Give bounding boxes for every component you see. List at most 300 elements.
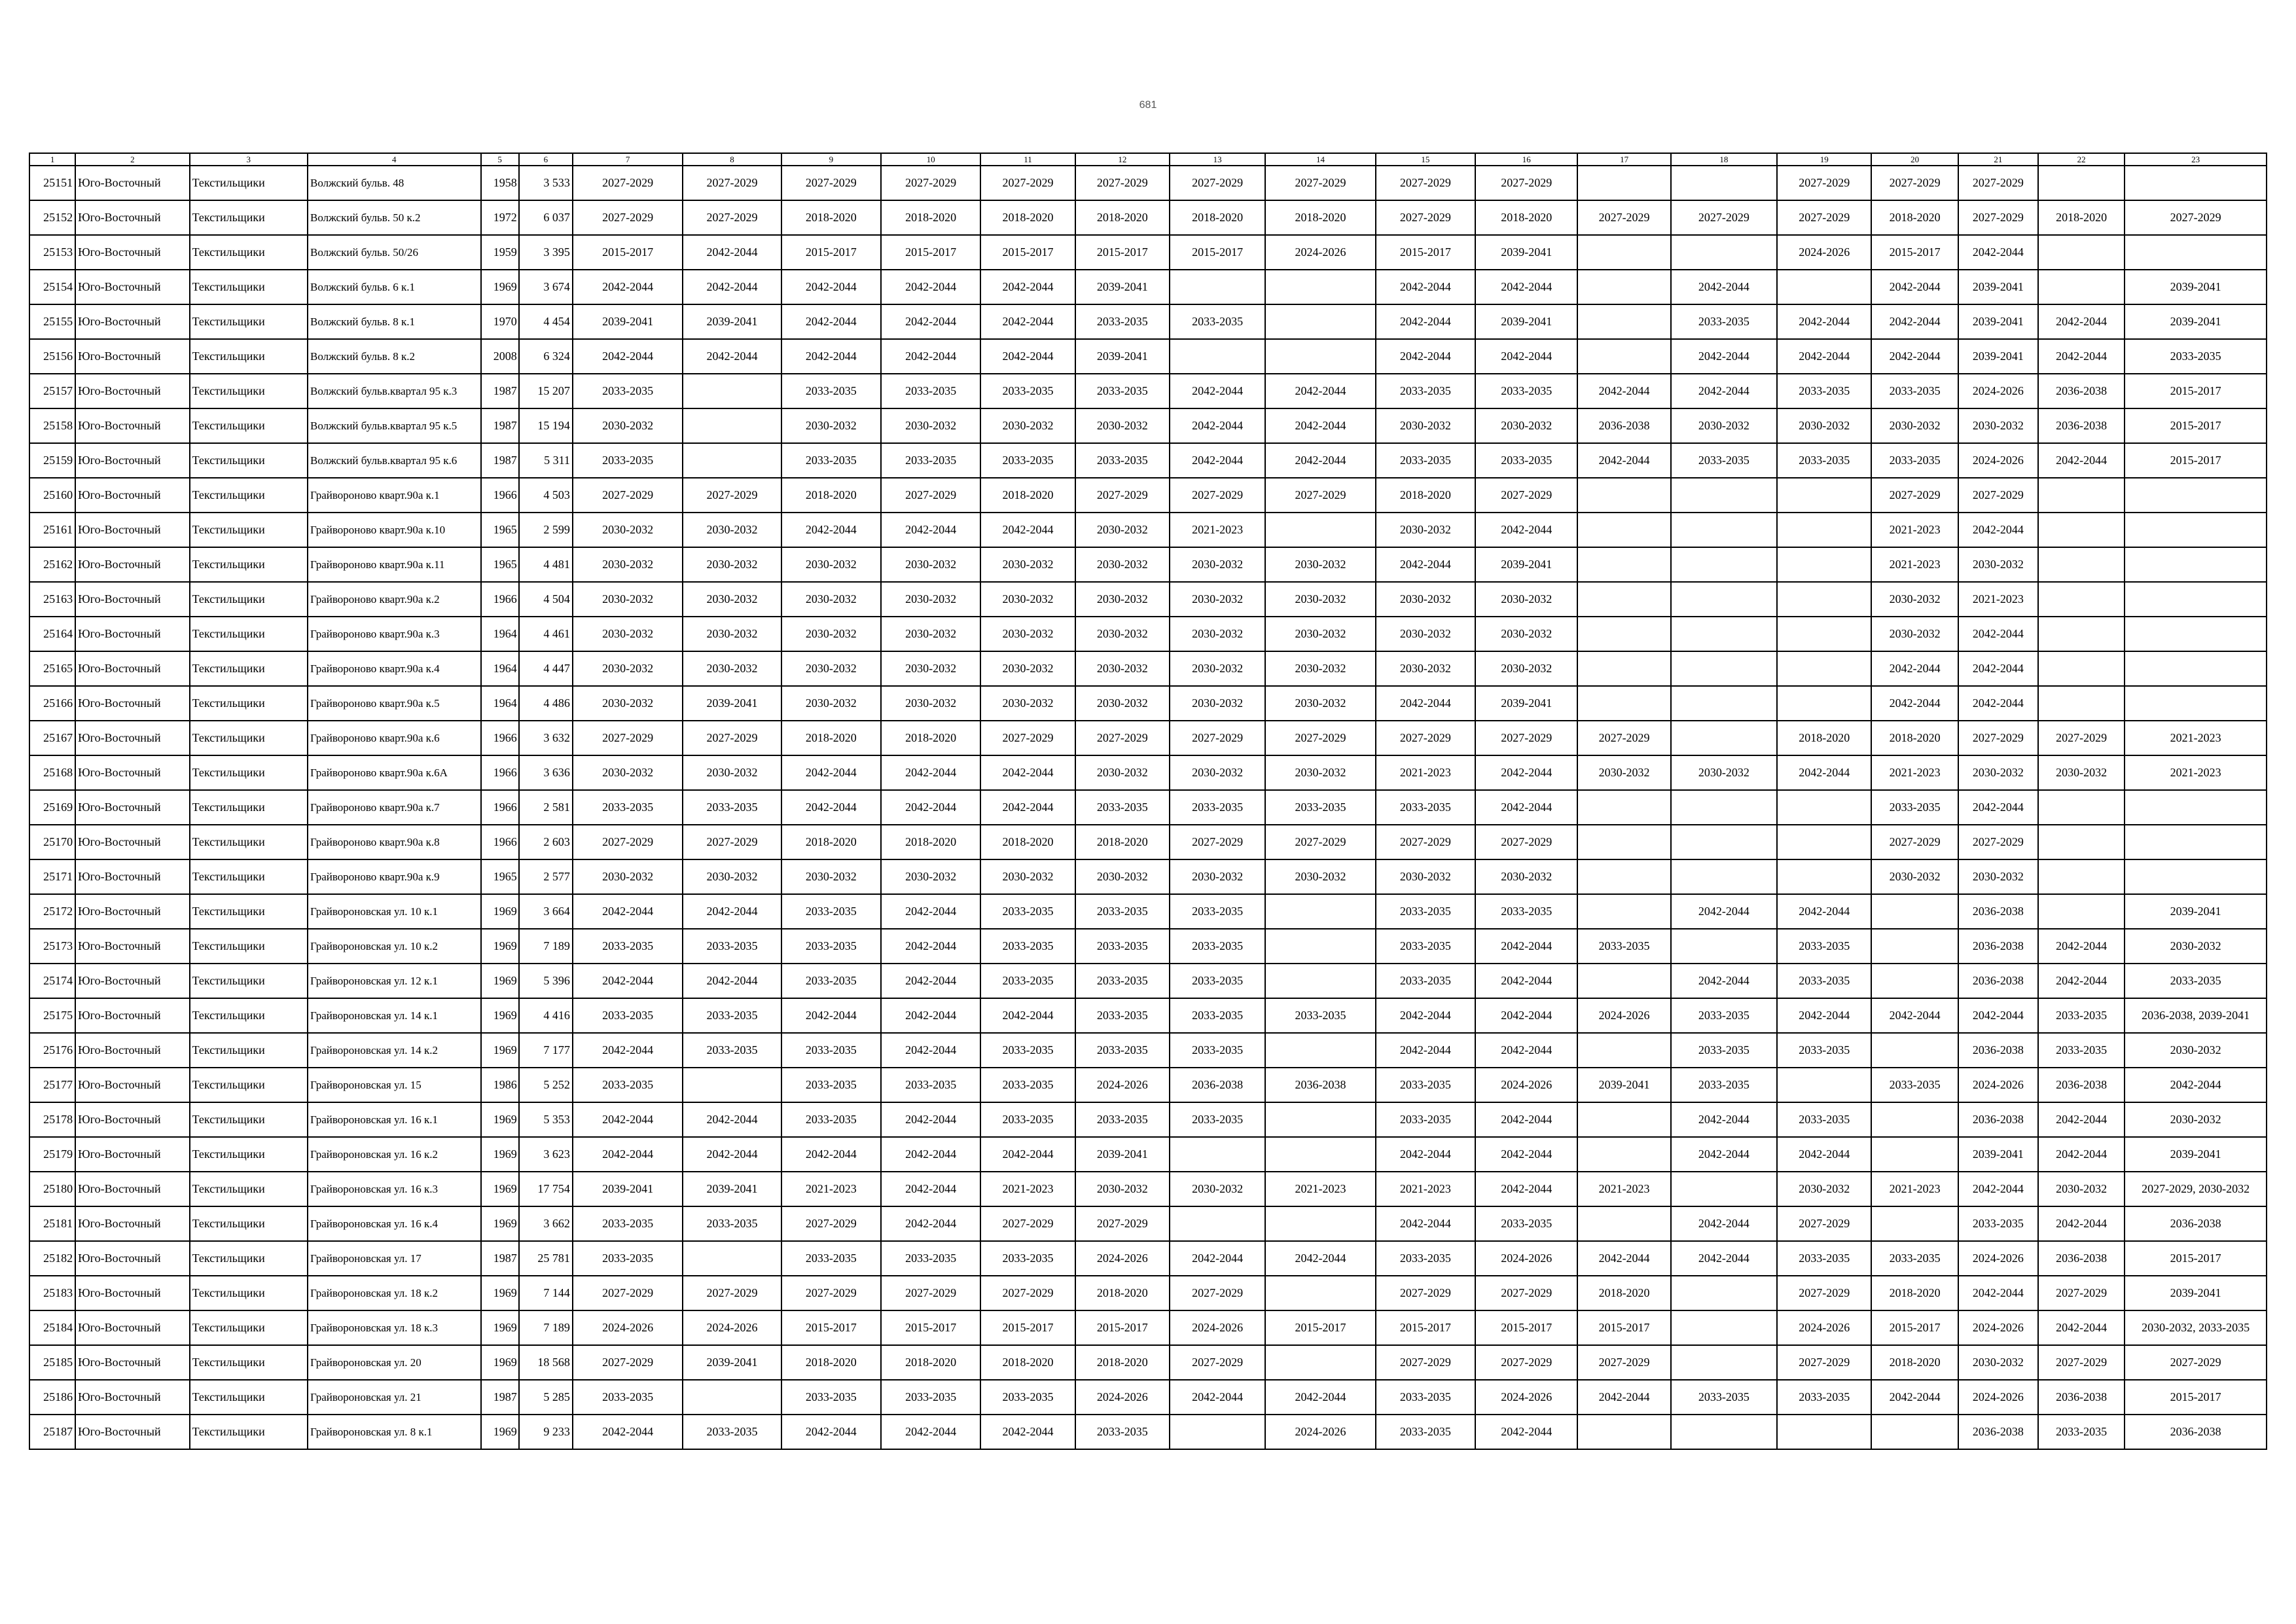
- period-cell: 2027-2029: [1170, 478, 1265, 513]
- period-cell: [2125, 825, 2267, 859]
- period-cell: 2027-2029: [1075, 1206, 1170, 1241]
- period-cell: [1671, 651, 1777, 686]
- period-cell: 2042-2044: [980, 755, 1075, 790]
- period-cell: 2030-2032: [1475, 617, 1577, 651]
- area-cell: Текстильщики: [190, 617, 308, 651]
- period-cell: 2036-2038: [2038, 374, 2125, 408]
- district-cell: Юго-Восточный: [75, 998, 189, 1033]
- area-cell: Текстильщики: [190, 825, 308, 859]
- period-cell: 2015-2017: [2125, 443, 2267, 478]
- period-cell: 2042-2044: [573, 270, 683, 304]
- period-cell: 2027-2029: [573, 1276, 683, 1310]
- period-cell: [1265, 894, 1375, 929]
- period-cell: 2042-2044: [1777, 1137, 1871, 1172]
- period-cell: 2027-2029: [1475, 721, 1577, 755]
- area-cell: Текстильщики: [190, 443, 308, 478]
- period-cell: 2027-2029: [1170, 825, 1265, 859]
- district-cell: Юго-Восточный: [75, 894, 189, 929]
- period-cell: [1777, 582, 1871, 617]
- floor-area-cell: 5 311: [519, 443, 573, 478]
- period-cell: 2033-2035: [683, 1033, 781, 1068]
- period-cell: 2018-2020: [1871, 721, 1958, 755]
- period-cell: 2033-2035: [1170, 998, 1265, 1033]
- period-cell: 2015-2017: [881, 235, 980, 270]
- address-cell: Грайвороновская ул. 8 к.1: [308, 1415, 481, 1449]
- year-cell: 1986: [481, 1068, 519, 1102]
- period-cell: 2021-2023: [980, 1172, 1075, 1206]
- floor-area-cell: 3 636: [519, 755, 573, 790]
- table-row: [29, 651, 2267, 686]
- period-cell: [1577, 513, 1670, 547]
- row-id-cell: 25160: [29, 478, 75, 513]
- column-header: 21: [1958, 153, 2038, 166]
- period-cell: 2033-2035: [1777, 1241, 1871, 1276]
- period-cell: 2042-2044: [980, 998, 1075, 1033]
- period-cell: [683, 443, 781, 478]
- row-id-cell: 25182: [29, 1241, 75, 1276]
- period-cell: 2033-2035: [781, 443, 881, 478]
- period-cell: 2042-2044: [2038, 929, 2125, 964]
- row-id-cell: 25184: [29, 1310, 75, 1345]
- period-cell: 2042-2044: [881, 304, 980, 339]
- period-cell: 2030-2032: [573, 408, 683, 443]
- period-cell: [1777, 825, 1871, 859]
- table-row: [29, 1345, 2267, 1380]
- period-cell: 2039-2041: [1577, 1068, 1670, 1102]
- area-cell: Текстильщики: [190, 721, 308, 755]
- period-cell: 2030-2032: [881, 408, 980, 443]
- period-cell: 2027-2029: [2038, 1276, 2125, 1310]
- area-cell: Текстильщики: [190, 790, 308, 825]
- period-cell: 2036-2038: [2038, 1380, 2125, 1415]
- period-cell: 2039-2041: [2125, 1276, 2267, 1310]
- period-cell: [1265, 304, 1375, 339]
- period-cell: 2042-2044: [1577, 374, 1670, 408]
- period-cell: 2027-2029: [1376, 200, 1475, 235]
- address-cell: Грайвороново кварт.90а к.6: [308, 721, 481, 755]
- period-cell: 2030-2032: [1265, 686, 1375, 721]
- district-cell: Юго-Восточный: [75, 790, 189, 825]
- period-cell: 2027-2029: [683, 478, 781, 513]
- floor-area-cell: 15 207: [519, 374, 573, 408]
- period-cell: 2018-2020: [1170, 200, 1265, 235]
- period-cell: 2039-2041: [1075, 339, 1170, 374]
- table-row: [29, 166, 2267, 200]
- period-cell: [1871, 964, 1958, 998]
- period-cell: 2030-2032: [2038, 1172, 2125, 1206]
- period-cell: [1170, 339, 1265, 374]
- period-cell: [2125, 582, 2267, 617]
- period-cell: 2027-2029: [573, 721, 683, 755]
- period-cell: 2042-2044: [2125, 1068, 2267, 1102]
- period-cell: 2030-2032: [881, 859, 980, 894]
- period-cell: 2042-2044: [1671, 339, 1777, 374]
- year-cell: 1987: [481, 1380, 519, 1415]
- floor-area-cell: 6 324: [519, 339, 573, 374]
- period-cell: 2042-2044: [881, 1415, 980, 1449]
- period-cell: 2039-2041: [1958, 304, 2038, 339]
- period-cell: 2021-2023: [1871, 547, 1958, 582]
- period-cell: 2033-2035: [683, 1206, 781, 1241]
- period-cell: 2033-2035: [573, 790, 683, 825]
- row-id-cell: 25183: [29, 1276, 75, 1310]
- area-cell: Текстильщики: [190, 339, 308, 374]
- period-cell: 2033-2035: [1075, 790, 1170, 825]
- table-row: [29, 929, 2267, 964]
- period-cell: 2039-2041: [573, 304, 683, 339]
- period-cell: [2038, 686, 2125, 721]
- district-cell: Юго-Восточный: [75, 1380, 189, 1415]
- period-cell: 2042-2044: [1376, 304, 1475, 339]
- address-cell: Грайвороновская ул. 15: [308, 1068, 481, 1102]
- period-cell: 2030-2032: [1170, 617, 1265, 651]
- period-cell: 2018-2020: [1075, 1276, 1170, 1310]
- period-cell: 2027-2029: [1170, 1276, 1265, 1310]
- year-cell: 1966: [481, 582, 519, 617]
- period-cell: 2042-2044: [1958, 790, 2038, 825]
- period-cell: 2033-2035: [1075, 304, 1170, 339]
- period-cell: 2042-2044: [1871, 686, 1958, 721]
- period-cell: 2030-2032: [781, 859, 881, 894]
- period-cell: [1671, 513, 1777, 547]
- period-cell: [1265, 1206, 1375, 1241]
- period-cell: 2042-2044: [881, 339, 980, 374]
- period-cell: [1265, 1137, 1375, 1172]
- floor-area-cell: 4 503: [519, 478, 573, 513]
- period-cell: 2030-2032: [1671, 755, 1777, 790]
- period-cell: 2036-2038: [2038, 1241, 2125, 1276]
- period-cell: 2033-2035: [1075, 1102, 1170, 1137]
- period-cell: 2033-2035: [573, 374, 683, 408]
- row-id-cell: 25172: [29, 894, 75, 929]
- area-cell: Текстильщики: [190, 1137, 308, 1172]
- row-id-cell: 25174: [29, 964, 75, 998]
- table-row: [29, 1380, 2267, 1415]
- period-cell: [2038, 894, 2125, 929]
- floor-area-cell: 2 603: [519, 825, 573, 859]
- period-cell: [1577, 304, 1670, 339]
- period-cell: 2021-2023: [2125, 721, 2267, 755]
- address-cell: Грайвороновская ул. 16 к.4: [308, 1206, 481, 1241]
- period-cell: [1871, 1415, 1958, 1449]
- period-cell: [1777, 478, 1871, 513]
- area-cell: Текстильщики: [190, 651, 308, 686]
- period-cell: 2033-2035: [1376, 1102, 1475, 1137]
- year-cell: 1964: [481, 651, 519, 686]
- district-cell: Юго-Восточный: [75, 478, 189, 513]
- period-cell: 2027-2029: [1958, 825, 2038, 859]
- period-cell: 2033-2035: [781, 1068, 881, 1102]
- period-cell: [1777, 270, 1871, 304]
- address-cell: Волжский бульв.квартал 95 к.3: [308, 374, 481, 408]
- area-cell: Текстильщики: [190, 478, 308, 513]
- row-id-cell: 25186: [29, 1380, 75, 1415]
- page-number: 681: [1139, 99, 1157, 111]
- period-cell: [1577, 651, 1670, 686]
- year-cell: 1965: [481, 547, 519, 582]
- period-cell: 2018-2020: [1475, 200, 1577, 235]
- period-cell: 2039-2041: [1475, 547, 1577, 582]
- period-cell: 2042-2044: [881, 270, 980, 304]
- period-cell: 2042-2044: [781, 270, 881, 304]
- period-cell: 2033-2035: [881, 374, 980, 408]
- period-cell: 2033-2035: [980, 1380, 1075, 1415]
- row-id-cell: 25159: [29, 443, 75, 478]
- row-id-cell: 25164: [29, 617, 75, 651]
- address-cell: Грайвороновская ул. 16 к.1: [308, 1102, 481, 1137]
- period-cell: 2030-2032: [1376, 859, 1475, 894]
- period-cell: 2033-2035: [1376, 374, 1475, 408]
- district-cell: Юго-Восточный: [75, 686, 189, 721]
- year-cell: 1969: [481, 929, 519, 964]
- period-cell: 2033-2035: [980, 894, 1075, 929]
- period-cell: 2042-2044: [1671, 964, 1777, 998]
- table-row: [29, 1033, 2267, 1068]
- period-cell: 2042-2044: [1376, 1033, 1475, 1068]
- period-cell: 2042-2044: [1475, 929, 1577, 964]
- period-cell: 2015-2017: [1075, 1310, 1170, 1345]
- period-cell: 2030-2032: [1265, 859, 1375, 894]
- period-cell: 2042-2044: [881, 894, 980, 929]
- period-cell: 2033-2035: [1170, 790, 1265, 825]
- period-cell: 2030-2032: [683, 755, 781, 790]
- period-cell: 2042-2044: [2038, 1206, 2125, 1241]
- period-cell: 2027-2029: [1577, 200, 1670, 235]
- district-cell: Юго-Восточный: [75, 235, 189, 270]
- period-cell: 2039-2041: [683, 1172, 781, 1206]
- period-cell: 2042-2044: [1871, 270, 1958, 304]
- table-row: [29, 235, 2267, 270]
- year-cell: 1965: [481, 859, 519, 894]
- period-cell: [2125, 651, 2267, 686]
- period-cell: 2033-2035: [573, 443, 683, 478]
- period-cell: 2030-2032: [881, 651, 980, 686]
- district-cell: Юго-Восточный: [75, 964, 189, 998]
- floor-area-cell: 3 662: [519, 1206, 573, 1241]
- period-cell: 2042-2044: [1671, 374, 1777, 408]
- period-cell: [1871, 929, 1958, 964]
- district-cell: Юго-Восточный: [75, 1068, 189, 1102]
- period-cell: 2033-2035: [573, 929, 683, 964]
- period-cell: 2021-2023: [2125, 755, 2267, 790]
- period-cell: 2042-2044: [1475, 1137, 1577, 1172]
- period-cell: 2027-2029: [1376, 166, 1475, 200]
- period-cell: [1671, 1276, 1777, 1310]
- period-cell: 2033-2035: [2125, 339, 2267, 374]
- address-cell: Грайвороново кварт.90а к.9: [308, 859, 481, 894]
- period-cell: 2027-2029: [980, 1276, 1075, 1310]
- period-cell: [1777, 1068, 1871, 1102]
- floor-area-cell: 4 481: [519, 547, 573, 582]
- period-cell: 2042-2044: [573, 1033, 683, 1068]
- floor-area-cell: 5 285: [519, 1380, 573, 1415]
- period-cell: 2042-2044: [1170, 408, 1265, 443]
- address-cell: Грайвороновская ул. 16 к.2: [308, 1137, 481, 1172]
- period-cell: 2027-2029: [1376, 825, 1475, 859]
- period-cell: 2033-2035: [1871, 1068, 1958, 1102]
- period-cell: 2042-2044: [881, 755, 980, 790]
- period-cell: 2033-2035: [1376, 790, 1475, 825]
- period-cell: 2027-2029: [1958, 478, 2038, 513]
- column-header: 9: [781, 153, 881, 166]
- period-cell: 2018-2020: [1871, 1345, 1958, 1380]
- row-id-cell: 25151: [29, 166, 75, 200]
- period-cell: 2027-2029: [683, 200, 781, 235]
- period-cell: 2030-2032: [1871, 582, 1958, 617]
- row-id-cell: 25167: [29, 721, 75, 755]
- period-cell: 2021-2023: [1871, 513, 1958, 547]
- period-cell: 2042-2044: [881, 1172, 980, 1206]
- period-cell: 2024-2026: [1958, 1310, 2038, 1345]
- table-row: [29, 859, 2267, 894]
- year-cell: 1959: [481, 235, 519, 270]
- period-cell: 2042-2044: [573, 894, 683, 929]
- period-cell: 2033-2035: [1871, 374, 1958, 408]
- period-cell: 2042-2044: [881, 1102, 980, 1137]
- period-cell: [1671, 1415, 1777, 1449]
- address-cell: Волжский бульв. 50/26: [308, 235, 481, 270]
- period-cell: 2015-2017: [1170, 235, 1265, 270]
- period-cell: [2038, 651, 2125, 686]
- period-cell: 2042-2044: [1265, 1241, 1375, 1276]
- period-cell: 2033-2035: [1671, 998, 1777, 1033]
- column-header: 7: [573, 153, 683, 166]
- area-cell: Текстильщики: [190, 1206, 308, 1241]
- period-cell: 2027-2029: [1475, 478, 1577, 513]
- period-cell: 2027-2029: [1475, 1345, 1577, 1380]
- period-cell: 2015-2017: [1871, 1310, 1958, 1345]
- period-cell: 2018-2020: [1871, 200, 1958, 235]
- period-cell: 2015-2017: [573, 235, 683, 270]
- period-cell: 2015-2017: [980, 235, 1075, 270]
- period-cell: 2024-2026: [1475, 1380, 1577, 1415]
- period-cell: [1777, 547, 1871, 582]
- period-cell: [683, 1068, 781, 1102]
- period-cell: 2018-2020: [980, 478, 1075, 513]
- period-cell: 2027-2029: [1777, 166, 1871, 200]
- period-cell: [2038, 790, 2125, 825]
- period-cell: 2033-2035: [1265, 998, 1375, 1033]
- floor-area-cell: 4 447: [519, 651, 573, 686]
- period-cell: [1265, 270, 1375, 304]
- period-cell: 2033-2035: [980, 1068, 1075, 1102]
- period-cell: 2042-2044: [1671, 1102, 1777, 1137]
- period-cell: 2042-2044: [573, 1102, 683, 1137]
- period-cell: [2038, 235, 2125, 270]
- period-cell: 2027-2029: [1671, 200, 1777, 235]
- period-cell: [1671, 582, 1777, 617]
- address-cell: Грайвороново кварт.90а к.6А: [308, 755, 481, 790]
- period-cell: [1265, 964, 1375, 998]
- period-cell: 2027-2029: [1075, 478, 1170, 513]
- period-cell: 2042-2044: [881, 998, 980, 1033]
- period-cell: 2027-2029: [1265, 166, 1375, 200]
- period-cell: 2018-2020: [980, 825, 1075, 859]
- district-cell: Юго-Восточный: [75, 443, 189, 478]
- year-cell: 1969: [481, 1033, 519, 1068]
- address-cell: Грайвороново кварт.90а к.8: [308, 825, 481, 859]
- period-cell: 2036-2038: [1265, 1068, 1375, 1102]
- period-cell: [1671, 478, 1777, 513]
- period-cell: 2042-2044: [1376, 1206, 1475, 1241]
- period-cell: 2030-2032: [1376, 617, 1475, 651]
- period-cell: 2030-2032: [683, 859, 781, 894]
- row-id-cell: 25187: [29, 1415, 75, 1449]
- district-cell: Юго-Восточный: [75, 200, 189, 235]
- period-cell: 2033-2035: [2125, 964, 2267, 998]
- period-cell: 2015-2017: [1475, 1310, 1577, 1345]
- period-cell: 2036-2038: [1577, 408, 1670, 443]
- period-cell: [683, 1380, 781, 1415]
- period-cell: 2033-2035: [781, 1102, 881, 1137]
- period-cell: 2030-2032: [781, 686, 881, 721]
- period-cell: 2030-2032: [1170, 582, 1265, 617]
- period-cell: [2038, 547, 2125, 582]
- year-cell: 1987: [481, 1241, 519, 1276]
- period-cell: 2027-2029: [781, 1206, 881, 1241]
- year-cell: 1987: [481, 408, 519, 443]
- period-cell: 2030-2032: [1376, 651, 1475, 686]
- period-cell: 2042-2044: [1170, 1241, 1265, 1276]
- address-cell: Волжский бульв. 50 к.2: [308, 200, 481, 235]
- period-cell: 2030-2032: [683, 513, 781, 547]
- period-cell: [1265, 929, 1375, 964]
- period-cell: 2030-2032: [683, 582, 781, 617]
- table-row: [29, 547, 2267, 582]
- period-cell: [1577, 270, 1670, 304]
- period-cell: 2042-2044: [881, 1137, 980, 1172]
- row-id-cell: 25156: [29, 339, 75, 374]
- period-cell: 2033-2035: [1475, 374, 1577, 408]
- floor-area-cell: 17 754: [519, 1172, 573, 1206]
- period-cell: 2036-2038: [2038, 1068, 2125, 1102]
- period-cell: [1671, 166, 1777, 200]
- period-cell: 2024-2026: [1075, 1068, 1170, 1102]
- period-cell: 2030-2032: [781, 408, 881, 443]
- period-cell: 2042-2044: [1577, 1241, 1670, 1276]
- period-cell: 2027-2029: [881, 1276, 980, 1310]
- period-cell: 2033-2035: [1376, 929, 1475, 964]
- floor-area-cell: 3 632: [519, 721, 573, 755]
- period-cell: 2042-2044: [781, 755, 881, 790]
- period-cell: 2042-2044: [1577, 443, 1670, 478]
- row-id-cell: 25157: [29, 374, 75, 408]
- year-cell: 1958: [481, 166, 519, 200]
- period-cell: 2042-2044: [683, 235, 781, 270]
- period-cell: [1577, 339, 1670, 374]
- period-cell: [683, 374, 781, 408]
- period-cell: 2027-2029: [1871, 166, 1958, 200]
- column-header: 6: [519, 153, 573, 166]
- area-cell: Текстильщики: [190, 1241, 308, 1276]
- period-cell: 2042-2044: [781, 304, 881, 339]
- area-cell: Текстильщики: [190, 374, 308, 408]
- period-cell: 2042-2044: [1475, 755, 1577, 790]
- period-cell: 2015-2017: [1265, 1310, 1375, 1345]
- period-cell: [1577, 1137, 1670, 1172]
- period-cell: 2030-2032: [1075, 755, 1170, 790]
- period-cell: 2024-2026: [1777, 235, 1871, 270]
- year-cell: 1965: [481, 513, 519, 547]
- floor-area-cell: 3 664: [519, 894, 573, 929]
- address-cell: Волжский бульв. 8 к.2: [308, 339, 481, 374]
- period-cell: 2033-2035: [881, 1380, 980, 1415]
- area-cell: Текстильщики: [190, 547, 308, 582]
- period-cell: 2027-2029: [683, 166, 781, 200]
- period-cell: 2018-2020: [1376, 478, 1475, 513]
- address-cell: Волжский бульв.квартал 95 к.6: [308, 443, 481, 478]
- period-cell: 2036-2038: [1958, 964, 2038, 998]
